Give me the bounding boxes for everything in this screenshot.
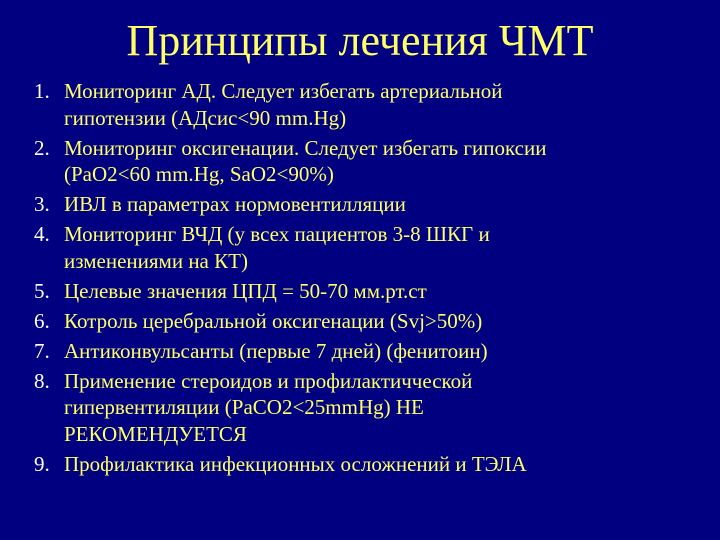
item-text: Профилактика инфекционных осложнений и ТЭЛА xyxy=(64,451,527,476)
item-text: Котроль церебральной оксигенации (Svj>50%) xyxy=(64,308,483,333)
list-item xyxy=(34,221,694,274)
list-item xyxy=(34,78,694,131)
slide-title: Принципы лечения ЧМТ xyxy=(126,16,594,65)
list-item xyxy=(34,278,694,305)
item-number: 8. xyxy=(34,368,50,393)
treatment-principles-list xyxy=(34,78,694,481)
item-text: Применение стероидов и профилактичческой гипервентиляции (PaCO2<25mmHg) НЕ РЕКОМЕНДУЕТСЯ xyxy=(64,368,473,446)
item-text: Мониторинг оксигенации. Следует избегать гипоксии (PaO2<60 mm.Hg, SaO2<90%) xyxy=(64,135,547,187)
item-number: 2. xyxy=(34,135,50,160)
item-text: Мониторинг АД. Следует избегать артериальной гипотензии (АДсис<90 mm.Hg) xyxy=(64,79,503,130)
item-number: 3. xyxy=(34,192,50,217)
item-text: Антиконвульсанты (первые 7 дней) (фенитоин) xyxy=(64,338,488,363)
item-text: Мониторинг ВЧД (у всех пациентов 3-8 ШКГ и изменениями на КТ) xyxy=(64,222,490,273)
item-number: 6. xyxy=(34,308,50,333)
item-text: Целевые значения ЦПД = 50-70 мм.рт.ст xyxy=(64,278,427,303)
list-item xyxy=(34,135,694,188)
list-item xyxy=(34,368,694,448)
list-item xyxy=(34,308,694,335)
item-number: 7. xyxy=(34,338,50,363)
list-item xyxy=(34,338,694,365)
item-number: 9. xyxy=(34,451,50,476)
item-number: 5. xyxy=(34,278,50,303)
item-number: 4. xyxy=(34,222,50,247)
list-item xyxy=(34,451,694,478)
item-text: ИВЛ в параметрах нормовентилляции xyxy=(64,192,406,217)
item-number: 1. xyxy=(34,79,50,103)
list-item xyxy=(34,191,694,218)
